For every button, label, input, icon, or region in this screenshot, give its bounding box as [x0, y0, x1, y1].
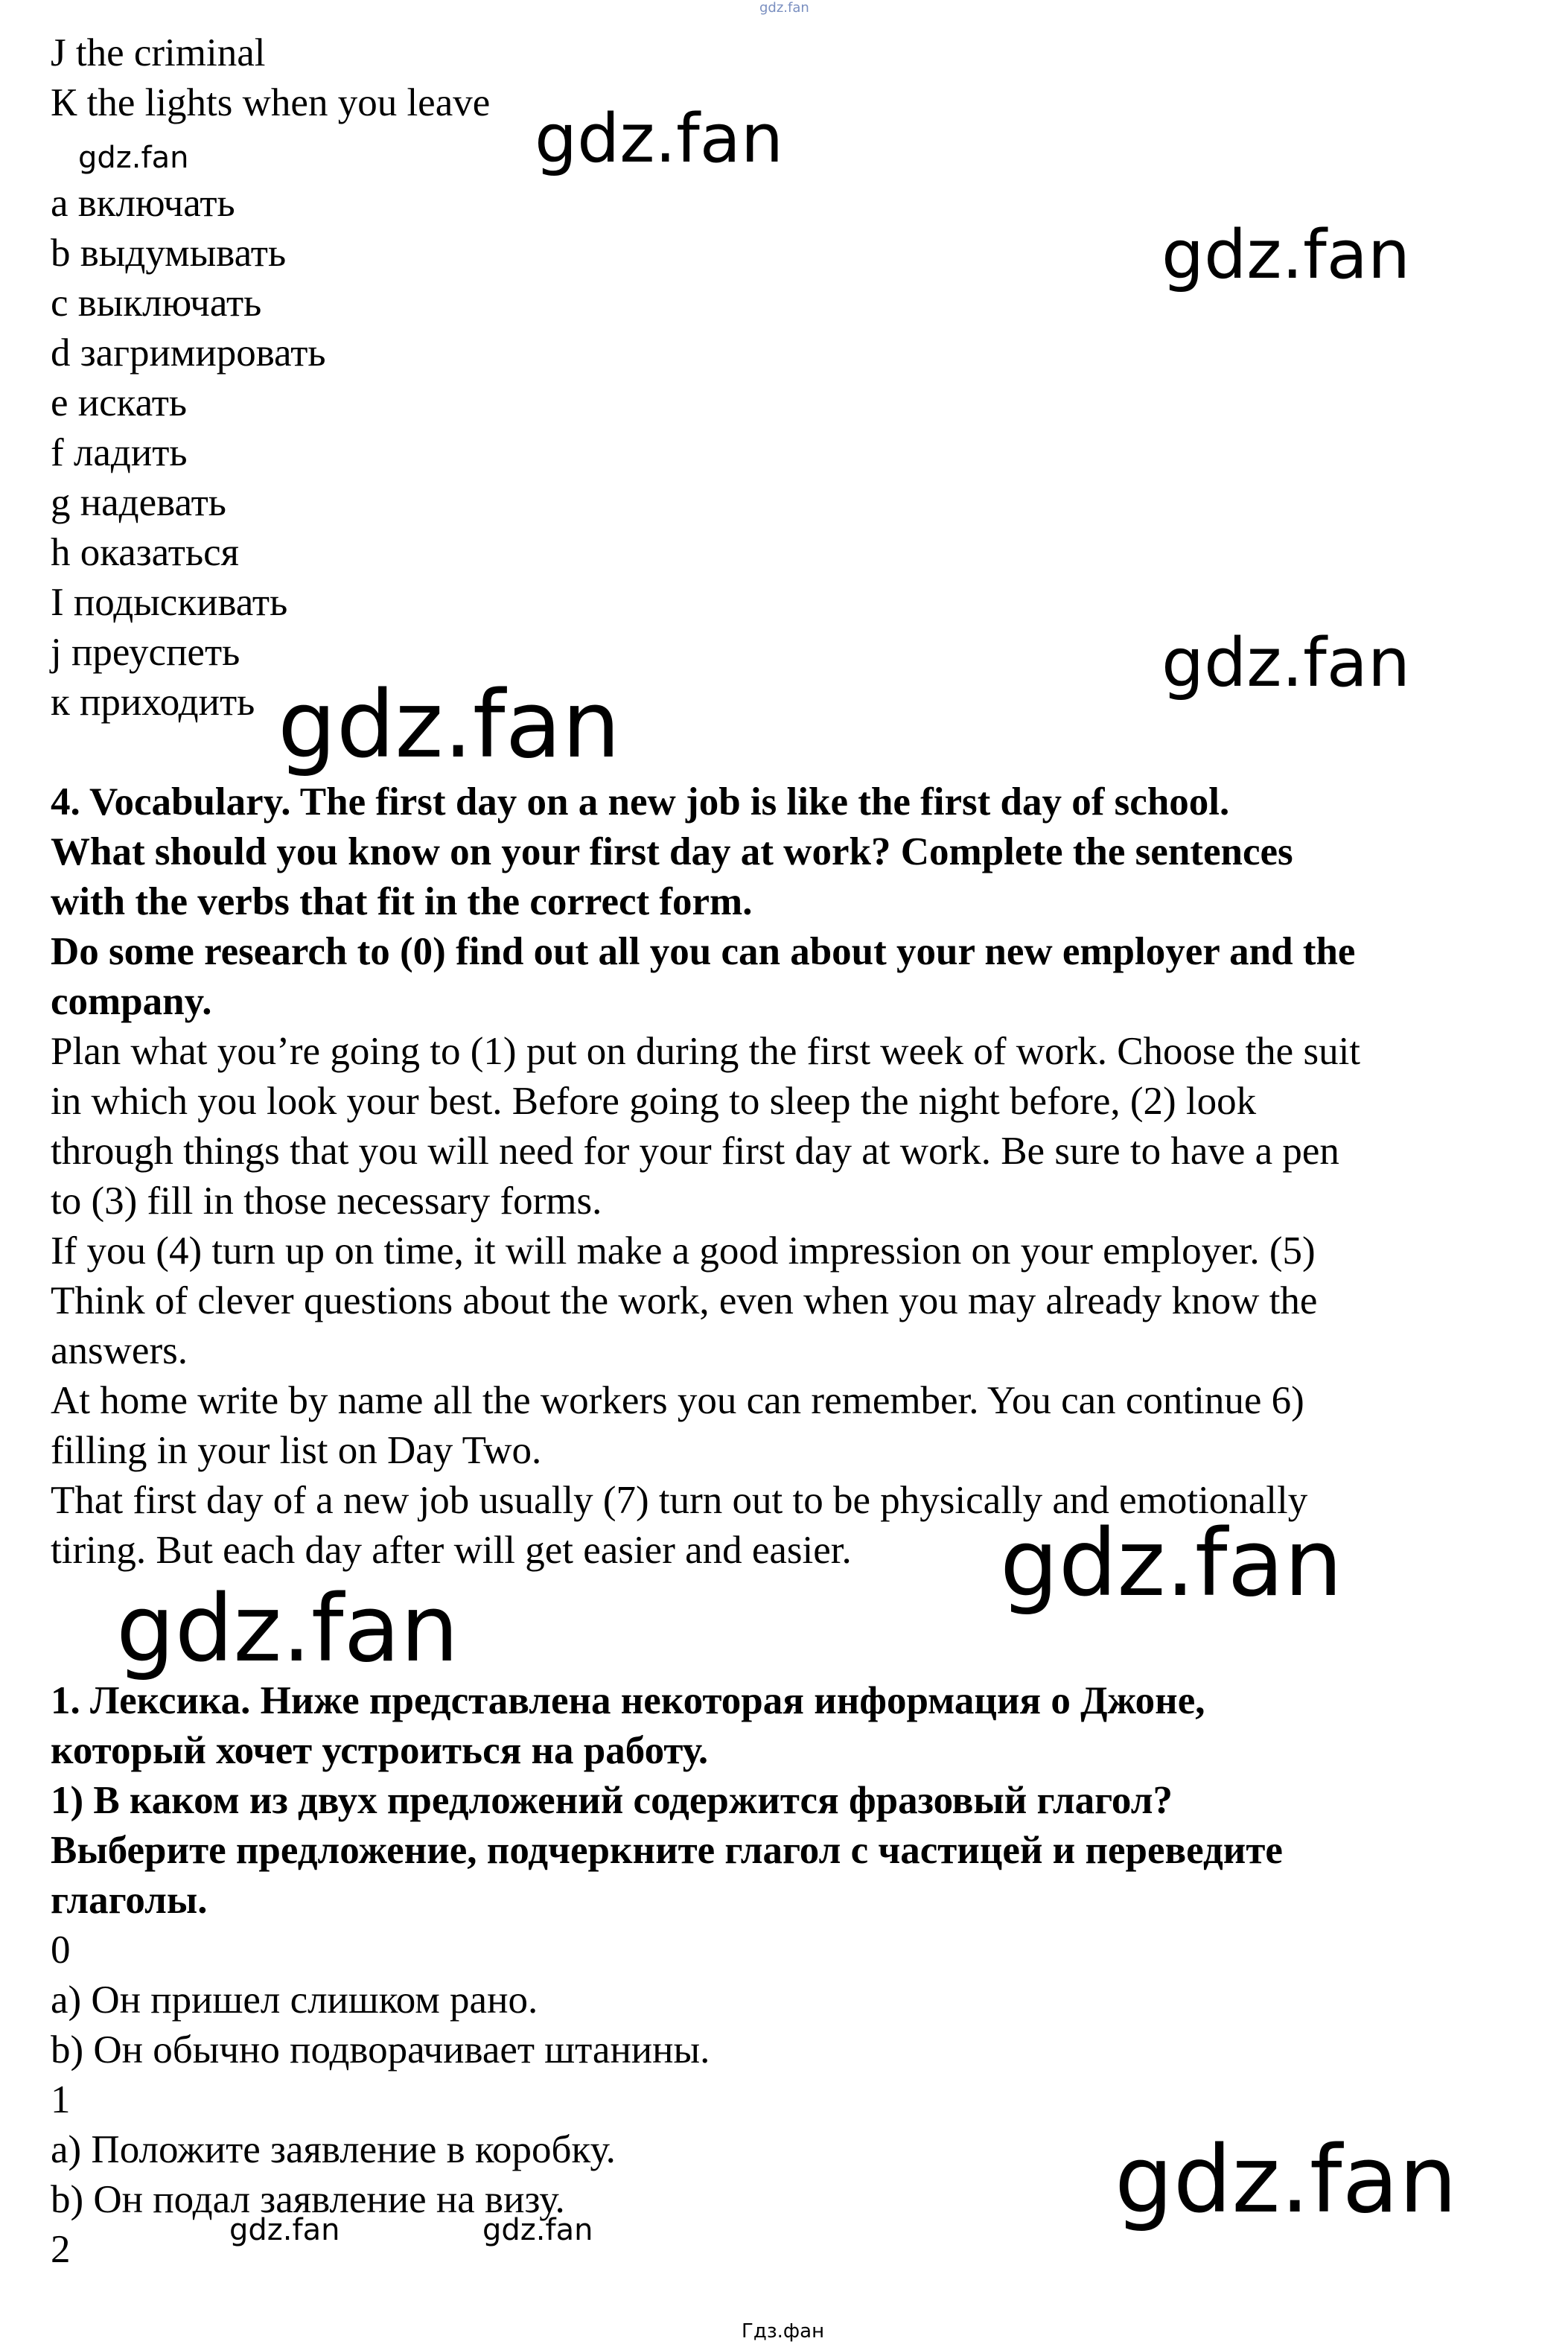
watermark: gdz.fan — [1161, 216, 1410, 294]
task-4-text: through things that you will need for your first day at work. Be sure to have a pen — [51, 1130, 1339, 1173]
task-4-heading: What should you know on your first day at work? Complete the sentences — [51, 830, 1293, 873]
task-4-text: At home write by name all the workers you can remember. You can continue 6) — [51, 1379, 1304, 1422]
watermark: gdz.fan — [535, 100, 783, 178]
watermark: gdz.fan — [229, 2213, 340, 2247]
watermark: gdz.fan — [278, 672, 621, 779]
watermark: gdz.fan — [1115, 2127, 1458, 2234]
task-4-heading: with the verbs that fit in the correct form. — [51, 880, 753, 923]
translation-item: к приходить — [51, 681, 255, 724]
task-4-text: If you (4) turn up on time, it will make a good impression on your employer. (5) — [51, 1229, 1316, 1273]
task-4-text: tiring. But each day after will get easier and easier. — [51, 1529, 852, 1572]
task-4-text: in which you look your best. Before going to sleep the night before, (2) look — [51, 1080, 1257, 1123]
task-4-text: That first day of a new job usually (7) turn out to be physically and emotionally — [51, 1479, 1308, 1522]
task-4-text: Plan what you’re going to (1) put on during the first week of work. Choose the suit — [51, 1030, 1361, 1073]
task-1-item: b) Он обычно подворачивает штанины. — [51, 2028, 710, 2072]
translation-item: j преуспеть — [51, 631, 240, 674]
task-1-heading: 1) В каком из двух предложений содержится фразовый глагол? — [51, 1779, 1173, 1822]
translation-item: h оказаться — [51, 531, 240, 574]
watermark: gdz.fan — [116, 1576, 459, 1683]
task-4-heading: Do some research to (0) find out all you can about your new employer and the — [51, 930, 1356, 973]
translation-item: I подыскивать — [51, 581, 288, 624]
task-1-heading: 1. Лексика. Ниже представлена некоторая информация о Джоне, — [51, 1679, 1205, 1722]
translation-item: а включать — [51, 182, 235, 225]
task-1-heading: глаголы. — [51, 1879, 208, 1922]
watermark: gdz.fan — [1161, 624, 1410, 702]
task-4-text: to (3) fill in those necessary forms. — [51, 1179, 602, 1223]
footer-watermark: Гдз.фан — [742, 2320, 825, 2343]
task-1-item: a) Он пришел слишком рано. — [51, 1978, 538, 2022]
watermark: gdz.fan — [1000, 1510, 1343, 1617]
watermark-top: gdz.fan — [759, 0, 809, 16]
task-4-text: answers. — [51, 1329, 188, 1372]
exercise-item-j: J the criminal — [51, 31, 266, 74]
task-1-heading: Выберите предложение, подчеркните глагол с частицей и переведите — [51, 1829, 1283, 1872]
task-1-item: 2 — [51, 2228, 71, 2271]
task-4-heading: 4. Vocabulary. The first day on a new job is like the first day of school. — [51, 780, 1230, 824]
exercise-item-k: К the lights when you leave — [51, 81, 491, 124]
task-4-text: filling in your list on Day Two. — [51, 1429, 542, 1472]
task-1-item: b) Он подал заявление на визу. — [51, 2178, 565, 2221]
task-1-item: 1 — [51, 2078, 71, 2121]
translation-item: f ладить — [51, 431, 188, 474]
task-4-text: Think of clever questions about the work, even when you may already know the — [51, 1279, 1318, 1322]
task-4-heading: company. — [51, 980, 212, 1023]
watermark: gdz.fan — [482, 2213, 593, 2247]
translation-item: d загримировать — [51, 331, 326, 375]
task-1-item: a) Положите заявление в коробку. — [51, 2128, 616, 2171]
translation-item: b выдумывать — [51, 232, 287, 275]
translation-item: е искать — [51, 381, 188, 424]
watermark: gdz.fan — [78, 141, 189, 175]
translation-item: g надевать — [51, 481, 226, 524]
task-1-item: 0 — [51, 1929, 71, 1972]
translation-item: с выключать — [51, 281, 262, 325]
task-1-heading: который хочет устроиться на работу. — [51, 1729, 709, 1772]
